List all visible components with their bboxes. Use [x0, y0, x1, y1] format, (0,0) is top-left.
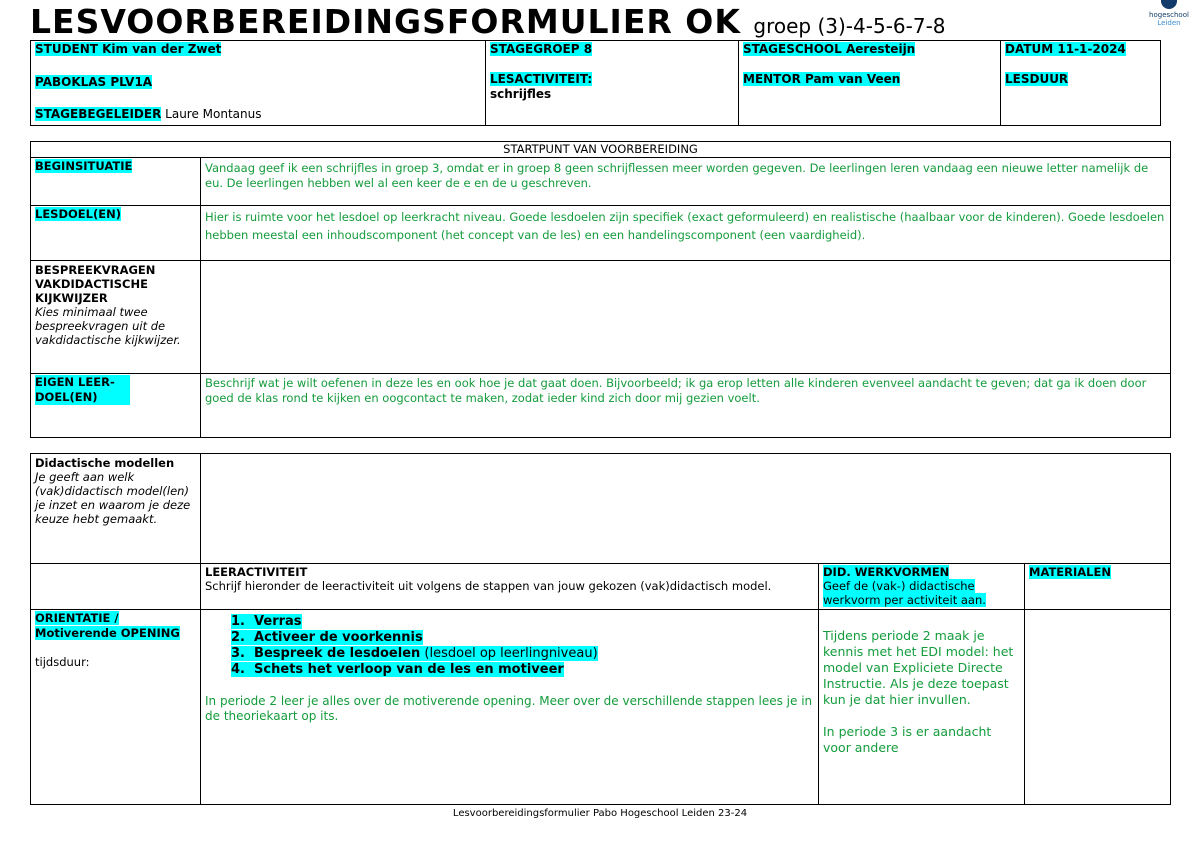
materialen-header-cell — [1025, 564, 1171, 610]
eigen-text: Beschrijf wat je wilt oefenen in deze les en ook hoe je dat gaat doen. Bijvoorbeeld; ik ga erop letten alle kinderen evenveel aandacht te geven; dat ga ik doen door goed de klas rond te kijken en oogcontact te maken, zodat ieder kind zich door mij gezien voelt. — [201, 374, 1171, 438]
student-cell — [31, 41, 486, 71]
startpunt-table — [30, 141, 1171, 438]
orientatie-text: In periode 2 leer je alles over de motiverende opening. Meer over de verschillende stappen lees je in de theoriekaart op its. — [205, 694, 813, 723]
eigen-label: EIGEN LEER-DOEL(EN) — [35, 375, 130, 405]
bespreek-label-cell — [31, 261, 201, 374]
datum-cell — [1001, 41, 1161, 71]
beginsituatie-label-cell — [31, 158, 201, 206]
paboklas-cell — [31, 71, 486, 126]
orientatie-steps — [231, 614, 814, 678]
stageschool-cell — [739, 41, 1001, 71]
leeractiviteit-label: LEERACTIVITEIT — [205, 565, 308, 579]
modellen-label-cell — [31, 454, 201, 564]
werkvorm-content-cell — [819, 610, 1025, 805]
stagebegeleider-value: Laure Montanus — [165, 106, 262, 121]
logo-line1: hogeschool — [1149, 11, 1189, 19]
bespreek-label2: VAKDIDACTISCHE KIJKWIJZER — [35, 277, 148, 305]
orientatie-label: ORIENTATIE / Motiverende OPENING — [35, 611, 180, 640]
bespreek-hint: Kies minimaal twee bespreekvragen uit de vakdidactische kijkwijzer. — [35, 305, 181, 347]
materialen-label: MATERIALEN — [1029, 565, 1111, 579]
bespreek-label1: BESPREEKVRAGEN — [35, 263, 156, 277]
werkvormen-header-cell — [819, 564, 1025, 610]
step-item: 3. Bespreek de lesdoelen (lesdoel op leerlingniveau) — [231, 646, 598, 661]
stageschool-label: STAGESCHOOL Aeresteijn — [743, 42, 916, 56]
stagegroep-label: STAGEGROEP 8 — [490, 42, 593, 56]
startpunt-heading: STARTPUNT VAN VOORBEREIDING — [31, 142, 1171, 158]
werkvormen-label: DID. WERKVORMEN — [823, 565, 950, 579]
mentor-label: MENTOR Pam van Veen — [743, 71, 901, 86]
leeractiviteit-header-cell — [201, 564, 819, 610]
modellen-label: Didactische modellen — [35, 456, 175, 470]
tijdsduur-label: tijdsduur: — [35, 655, 90, 669]
eigen-label-cell — [31, 374, 201, 438]
step-item: 4. Schets het verloop van de les en motiveer — [231, 662, 564, 677]
orientatie-label-cell — [31, 610, 201, 805]
stagegroep-cell — [486, 41, 739, 71]
werkvormen-hint: Geef de (vak-) didactische werkvorm per activiteit aan. — [823, 579, 986, 607]
logo-mark-icon — [1161, 0, 1177, 9]
page-title — [30, 2, 946, 41]
footer-text: Lesvoorbereidingsformulier Pabo Hogeschool Leiden 23-24 — [452, 808, 748, 819]
beginsituatie-label: BEGINSITUATIE — [35, 159, 133, 173]
modellen-hint: Je geeft aan welk (vak)didactisch model(len) je inzet en waarom je deze keuze hebt gemaakt. — [35, 470, 191, 526]
modellen-input-cell[interactable] — [201, 454, 1171, 564]
step-item: 1. Verras — [231, 614, 302, 629]
lesdoel-label-cell — [31, 206, 201, 261]
paboklas-label: PABOKLAS PLV1A — [35, 74, 153, 89]
bespreek-input-cell[interactable] — [201, 261, 1171, 374]
title-subtitle: groep (3)-4-5-6-7-8 — [753, 14, 946, 38]
mentor-cell — [739, 71, 1001, 126]
lesactiviteit-label: LESACTIVITEIT: — [490, 71, 593, 86]
didactisch-table — [30, 453, 1171, 805]
leeractiviteit-hint: Schrijf hieronder de leeractiviteit uit volgens de stappen van jouw gekozen (vak)didactisch model. — [205, 579, 772, 593]
materialen-content-cell[interactable] — [1025, 610, 1171, 805]
beginsituatie-text: Vandaag geef ik een schrijfles in groep 3, omdat er in groep 8 geen schrijflessen meer worden gegeven. De leerlingen leren vandaag een nieuwe letter namelijk de eu. De leerlingen hebben wel al een keer de e en de u geschreven. — [201, 158, 1171, 206]
step-item: 2. Activeer de voorkennis — [231, 630, 423, 645]
orientatie-content-cell — [201, 610, 819, 805]
werkvorm-text2: In periode 3 is er aandacht voor andere — [823, 724, 992, 755]
lesdoel-text: Hier is ruimte voor het lesdoel op leerkracht niveau. Goede lesdoelen zijn specifiek (exact geformuleerd) en realistische (haalbaar voor de kinderen). Goede lesdoelen hebben meestal een inhoudscomponent (het concept van de les) en een handelingscomponent (een vaardigheid). — [201, 206, 1171, 261]
title-main: LESVOORBEREIDINGSFORMULIER OK — [30, 2, 741, 41]
lesactiviteit-value: schrijfles — [490, 86, 552, 101]
lesduur-cell — [1001, 71, 1161, 126]
student-label: STUDENT Kim van der Zwet — [35, 42, 222, 56]
datum-label: DATUM 11-1-2024 — [1005, 42, 1126, 56]
logo-line2: Leiden — [1157, 19, 1181, 27]
empty-header-cell — [31, 564, 201, 610]
werkvorm-text1: Tijdens periode 2 maak je kennis met het EDI model: het model van Expliciete Directe Instructie. Als je deze toepast kun je dat hier invullen. — [823, 628, 1014, 707]
lesactiviteit-cell — [486, 71, 739, 126]
lesdoel-label: LESDOEL(EN) — [35, 207, 121, 221]
info-table — [30, 40, 1161, 126]
stagebegeleider-label: STAGEBEGELEIDER — [35, 106, 162, 121]
lesduur-label: LESDUUR — [1005, 71, 1069, 86]
hogeschool-leiden-logo — [1146, 0, 1192, 27]
